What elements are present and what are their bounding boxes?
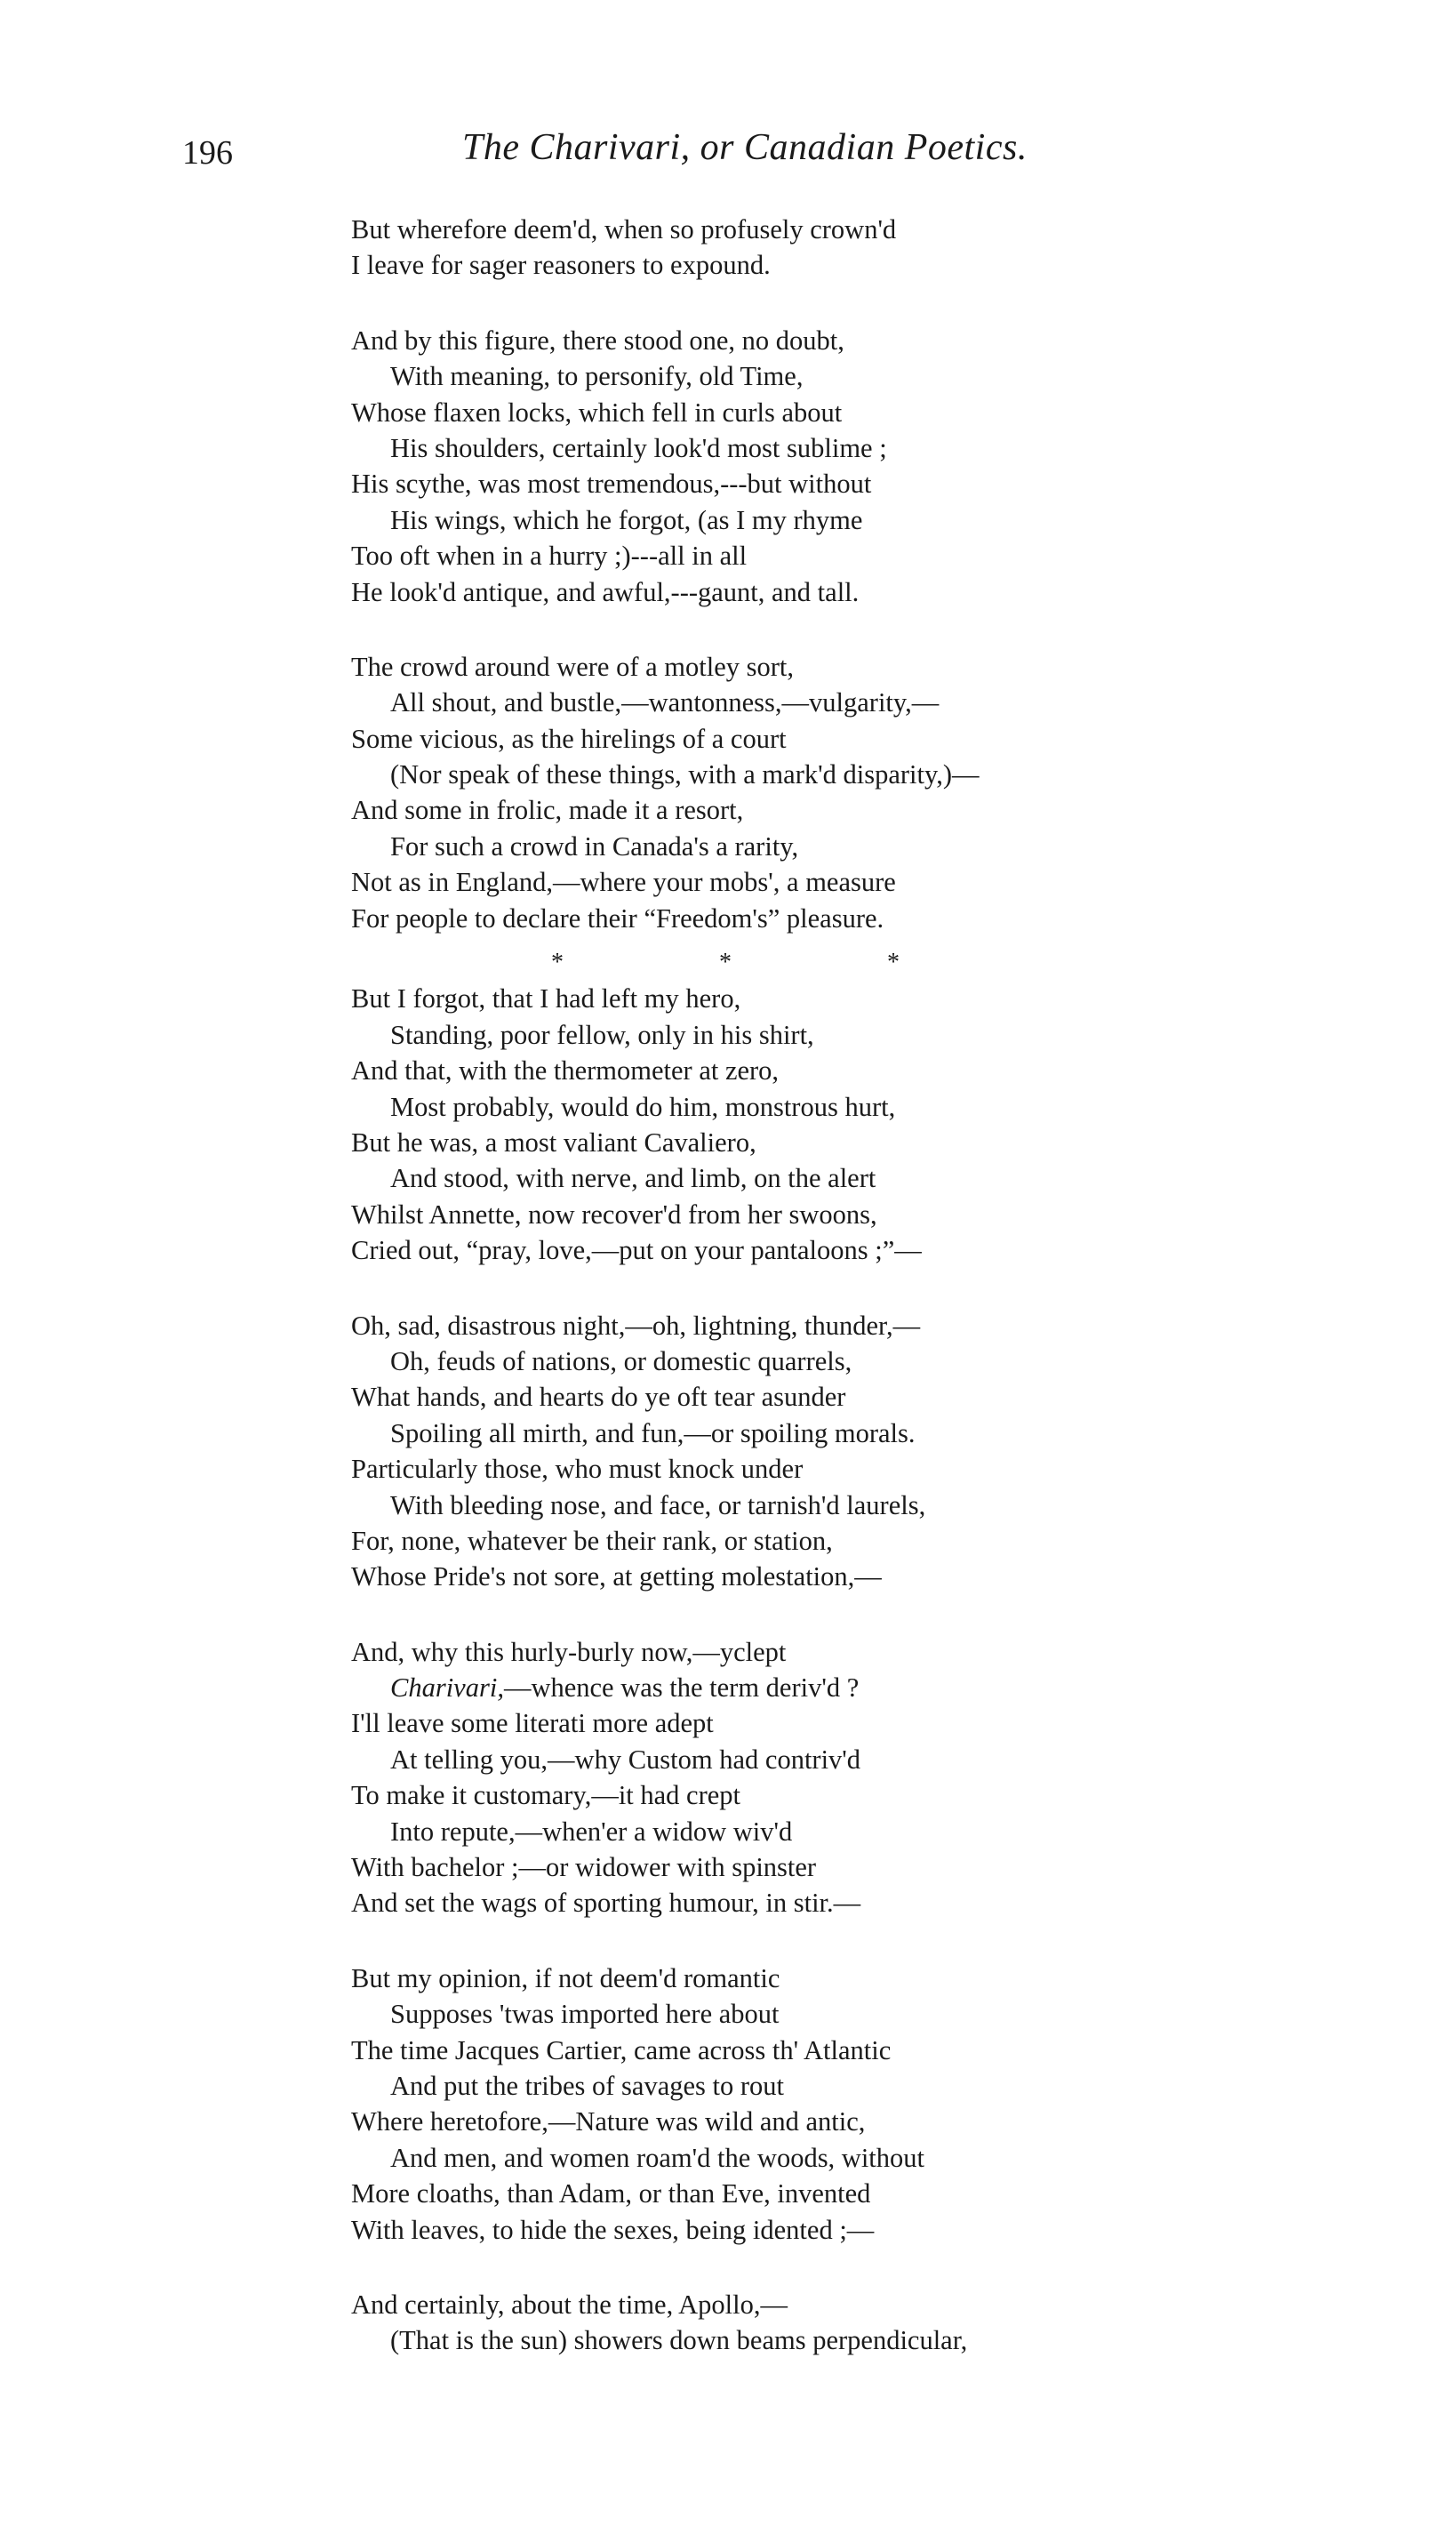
poem-line: Standing, poor fellow, only in his shirt, xyxy=(390,1019,814,1050)
stanza xyxy=(351,1634,1382,1921)
poem-line: But my opinion, if not deem'd romantic xyxy=(351,1962,780,1993)
stanza xyxy=(351,212,1382,284)
poem-line: Supposes 'twas imported here about xyxy=(390,1999,780,2030)
running-title: The Charivari, or Canadian Poetics. xyxy=(462,127,1028,168)
poem-line: With bachelor ;—or widower with spinster xyxy=(351,1852,817,1883)
poem-line: Cried out, “pray, love,—put on your pantaloons ;”— xyxy=(351,1235,922,1266)
stanza xyxy=(351,649,1382,936)
stanza xyxy=(351,981,1382,1268)
poem-line: And some in frolic, made it a resort, xyxy=(351,795,744,826)
stanza xyxy=(351,1961,1382,2248)
poem-line: His wings, which he forgot, (as I my rhyme xyxy=(390,504,863,535)
poem-line: I'll leave some literati more adept xyxy=(351,1708,714,1739)
italic-word: Charivari, xyxy=(390,1672,504,1704)
poem-line: Whilst Annette, now recover'd from her swoons, xyxy=(351,1199,877,1230)
poem-line: Whose flaxen locks, which fell in curls about xyxy=(351,397,843,428)
asterisk-mark: * xyxy=(719,949,732,977)
poem-body xyxy=(351,212,1382,2398)
poem-line: Not as in England,—where your mobs', a measure xyxy=(351,867,896,898)
poem-line: But he was, a most valiant Cavaliero, xyxy=(351,1127,756,1158)
poem-line: Oh, sad, disastrous night,—oh, lightning, thunder,— xyxy=(351,1310,921,1341)
page-number: 196 xyxy=(182,134,233,172)
poem-line: With leaves, to hide the sexes, being idented ;— xyxy=(351,2214,875,2245)
poem-line: And set the wags of sporting humour, in stir.— xyxy=(351,1888,861,1919)
poem-line: For people to declare their “Freedom's” pleasure. xyxy=(351,902,884,934)
poem-line: To make it customary,—it had crept xyxy=(351,1780,741,1811)
poem-line: The crowd around were of a motley sort, xyxy=(351,651,794,682)
poem-line: His scythe, was most tremendous,---but without xyxy=(351,469,872,500)
poem-line: What hands, and hearts do ye oft tear asunder xyxy=(351,1382,846,1413)
poem-line: Most probably, would do him, monstrous hurt, xyxy=(390,1091,896,1122)
poem-line: Too oft when in a hurry ;)---all in all xyxy=(351,541,748,572)
poem-line: And men, and women roam'd the woods, without xyxy=(390,2142,925,2173)
poem-line: His shoulders, certainly look'd most sublime ; xyxy=(390,432,887,463)
poem-line: He look'd antique, and awful,---gaunt, and tall. xyxy=(351,576,860,607)
poem-line: And put the tribes of savages to rout xyxy=(390,2070,785,2101)
poem-line: (Nor speak of these things, with a mark'd disparity,)— xyxy=(390,759,980,790)
poem-line: Oh, feuds of nations, or domestic quarrels, xyxy=(390,1345,852,1376)
poem-line: I leave for sager reasoners to expound. xyxy=(351,250,771,281)
poem-line: The time Jacques Cartier, came across th' Atlantic xyxy=(351,2034,892,2065)
stanza xyxy=(351,1308,1382,1595)
poem-line: But I forgot, that I had left my hero, xyxy=(351,983,741,1014)
poem-line: And stood, with nerve, and limb, on the alert xyxy=(390,1163,876,1194)
poem-line: Into repute,—when'er a widow wiv'd xyxy=(390,1816,793,1847)
stanza xyxy=(351,2287,1382,2359)
poem-line: And that, with the thermometer at zero, xyxy=(351,1055,780,1087)
poem-line: With bleeding nose, and face, or tarnish'd laurels, xyxy=(390,1489,926,1520)
poem-line: For such a crowd in Canada's a rarity, xyxy=(390,830,799,862)
poem-line: Whose Pride's not sore, at getting molestation,— xyxy=(351,1561,882,1592)
poem-line: Where heretofore,—Nature was wild and antic, xyxy=(351,2106,866,2137)
poem-line: Some vicious, as the hirelings of a court xyxy=(351,723,787,754)
section-break xyxy=(351,945,1382,981)
poem-line: More cloaths, than Adam, or than Eve, invented xyxy=(351,2178,871,2209)
poem-line: (That is the sun) showers down beams perpendicular, xyxy=(390,2325,968,2356)
poem-line: For, none, whatever be their rank, or station, xyxy=(351,1525,833,1556)
poem-line: But wherefore deem'd, when so profusely crown'd xyxy=(351,214,897,245)
poem-line: All shout, and bustle,—wantonness,—vulgarity,— xyxy=(390,687,940,718)
line-text: —whence was the term deriv'd ? xyxy=(503,1672,860,1704)
poem-line: Particularly those, who must knock under xyxy=(351,1454,804,1485)
poem-line: With meaning, to personify, old Time, xyxy=(390,361,804,392)
poem-line: And by this figure, there stood one, no doubt, xyxy=(351,325,844,356)
poem-line: And, why this hurly-burly now,—yclept xyxy=(351,1636,787,1667)
asterisk-mark: * xyxy=(551,949,564,977)
poem-line: At telling you,—why Custom had contriv'd xyxy=(390,1744,861,1775)
poem-line: And certainly, about the time, Apollo,— xyxy=(351,2289,788,2320)
poem-line xyxy=(351,1670,1382,1705)
stanza xyxy=(351,323,1382,610)
asterisk-mark: * xyxy=(887,949,900,977)
poem-line: Spoiling all mirth, and fun,—or spoiling morals. xyxy=(390,1417,916,1448)
